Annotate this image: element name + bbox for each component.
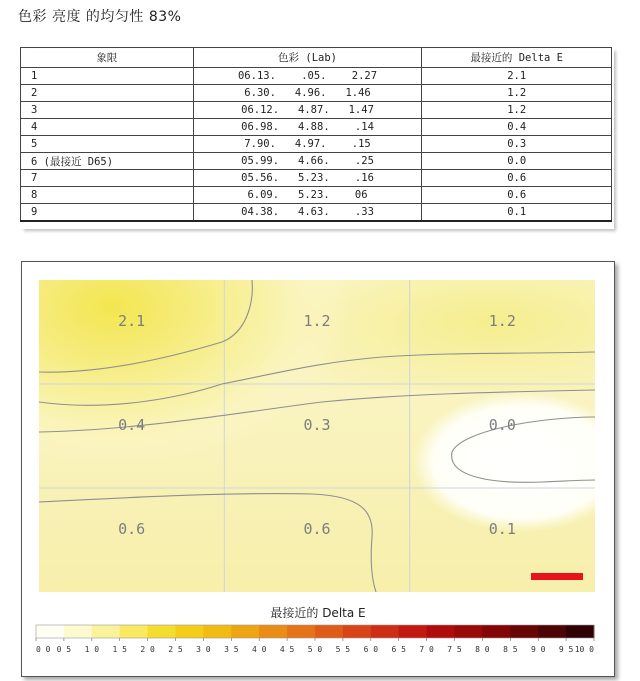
colorbar-tick-label: 4 5 <box>279 645 295 654</box>
lab-cell: 05.56. 5.23. .16 <box>193 170 422 187</box>
colorbar-tick-label: 0 5 <box>56 645 72 654</box>
table-row <box>21 170 612 187</box>
colorbar-segment <box>482 625 510 638</box>
quadrant-cell: 1 <box>21 68 194 85</box>
colorbar-segment <box>231 625 259 638</box>
header-lab: 色彩 (Lab) <box>193 48 422 68</box>
colorbar-tick-label: 2 5 <box>168 645 183 654</box>
cell-value-label: 0.0 <box>488 416 516 434</box>
delta-e-cell: 1.2 <box>422 102 612 119</box>
table-row <box>21 153 612 170</box>
colorbar-segment <box>455 625 483 638</box>
delta-e-cell: 2.1 <box>422 68 612 85</box>
quadrant-cell: 2 <box>21 85 194 102</box>
lab-cell: 06.12. 4.87. 1.47 <box>193 102 422 119</box>
page-title: 色彩 亮度 的均匀性 83% <box>18 9 182 25</box>
delta-e-cell: 0.4 <box>422 119 612 136</box>
highlight-marker <box>531 573 583 580</box>
quadrant-cell: 7 <box>21 170 194 187</box>
colorbar-tick-label: 2 0 <box>140 645 155 654</box>
header-delta-e: 最接近的 Delta E <box>422 48 612 68</box>
table-row <box>21 136 612 153</box>
table-row <box>21 85 612 102</box>
colorbar-segment <box>566 625 594 638</box>
header-quadrant: 象限 <box>21 48 194 68</box>
cell-value-label: 0.1 <box>488 520 516 538</box>
colorbar-segment <box>36 625 64 638</box>
colorbar-tick-label: 3 0 <box>196 645 211 654</box>
cell-value-label: 0.4 <box>118 416 146 434</box>
colorbar-segment <box>120 625 148 638</box>
lab-cell: 6.30. 4.96. 1.46 <box>193 85 422 102</box>
colorbar-tick-label: 10 0 <box>574 645 594 654</box>
colorbar-tick-label: 1 5 <box>112 645 127 654</box>
colorbar-ticks <box>36 638 594 654</box>
cell-value-label: 2.1 <box>118 312 146 330</box>
cell-value-label: 0.6 <box>118 520 146 538</box>
colorbar-segment <box>176 625 204 638</box>
delta-e-cell: 0.1 <box>422 204 612 222</box>
delta-e-cell: 1.2 <box>422 85 612 102</box>
lab-cell: 6.09. 5.23. 06 <box>193 187 422 204</box>
lab-cell: 06.13. .05. 2.27 <box>193 68 422 85</box>
colorbar-segment <box>427 625 455 638</box>
colorbar-tick-label: 1 0 <box>84 645 100 654</box>
uniformity-chart-frame <box>21 261 615 677</box>
colorbar-tick-label: 0 0 <box>36 645 51 654</box>
cell-value-label: 1.2 <box>303 312 331 330</box>
colorbar-segment <box>64 625 92 638</box>
colorbar-tick-label: 7 5 <box>447 645 462 654</box>
colorbar-segment <box>203 625 231 638</box>
colorbar-tick-label: 5 5 <box>335 645 351 654</box>
quadrant-cell: 9 <box>21 204 194 222</box>
colorbar-segment <box>538 625 566 638</box>
colorbar-tick-label: 9 5 <box>558 645 574 654</box>
colorbar-segment <box>259 625 287 638</box>
measurement-table <box>20 47 612 222</box>
colorbar-segment <box>287 625 315 638</box>
colorbar-segment <box>92 625 120 638</box>
colorbar-tick-label: 8 5 <box>503 645 518 654</box>
table-row <box>21 187 612 204</box>
lab-cell: 06.98. 4.88. .14 <box>193 119 422 136</box>
cell-value-label: 0.6 <box>303 520 331 538</box>
table-row <box>21 204 612 222</box>
delta-e-cell: 0.6 <box>422 170 612 187</box>
table-header-row <box>21 48 612 68</box>
colorbar <box>36 625 595 638</box>
colorbar-title: 最接近的 Delta E <box>270 606 366 620</box>
quadrant-cell: 5 <box>21 136 194 153</box>
table-row <box>21 119 612 136</box>
cell-value-label: 0.3 <box>303 416 331 434</box>
lab-cell: 7.90. 4.97. .15 <box>193 136 422 153</box>
colorbar-segment <box>148 625 176 638</box>
table-row <box>21 102 612 119</box>
uniformity-heatmap <box>22 262 614 676</box>
colorbar-segment <box>371 625 399 638</box>
colorbar-tick-label: 3 5 <box>224 645 239 654</box>
colorbar-segment <box>510 625 538 638</box>
colorbar-segment <box>343 625 371 638</box>
quadrant-cell: 8 <box>21 187 194 204</box>
colorbar-segment <box>399 625 427 638</box>
lab-cell: 05.99. 4.66. .25 <box>193 153 422 170</box>
colorbar-tick-label: 4 0 <box>251 645 267 654</box>
colorbar-tick-label: 6 0 <box>363 645 379 654</box>
colorbar-tick-label: 7 0 <box>419 645 434 654</box>
quadrant-cell: 6 (最接近 D65) <box>21 153 194 170</box>
colorbar-tick-label: 9 0 <box>530 645 546 654</box>
quadrant-cell: 3 <box>21 102 194 119</box>
table-row <box>21 68 612 85</box>
quadrant-cell: 4 <box>21 119 194 136</box>
lab-cell: 04.38. 4.63. .33 <box>193 204 422 222</box>
colorbar-tick-label: 6 5 <box>391 645 406 654</box>
colorbar-tick-label: 5 0 <box>307 645 323 654</box>
colorbar-segment <box>315 625 343 638</box>
cell-value-label: 1.2 <box>488 312 516 330</box>
delta-e-cell: 0.0 <box>422 153 612 170</box>
delta-e-cell: 0.3 <box>422 136 612 153</box>
delta-e-cell: 0.6 <box>422 187 612 204</box>
colorbar-tick-label: 8 0 <box>475 645 490 654</box>
